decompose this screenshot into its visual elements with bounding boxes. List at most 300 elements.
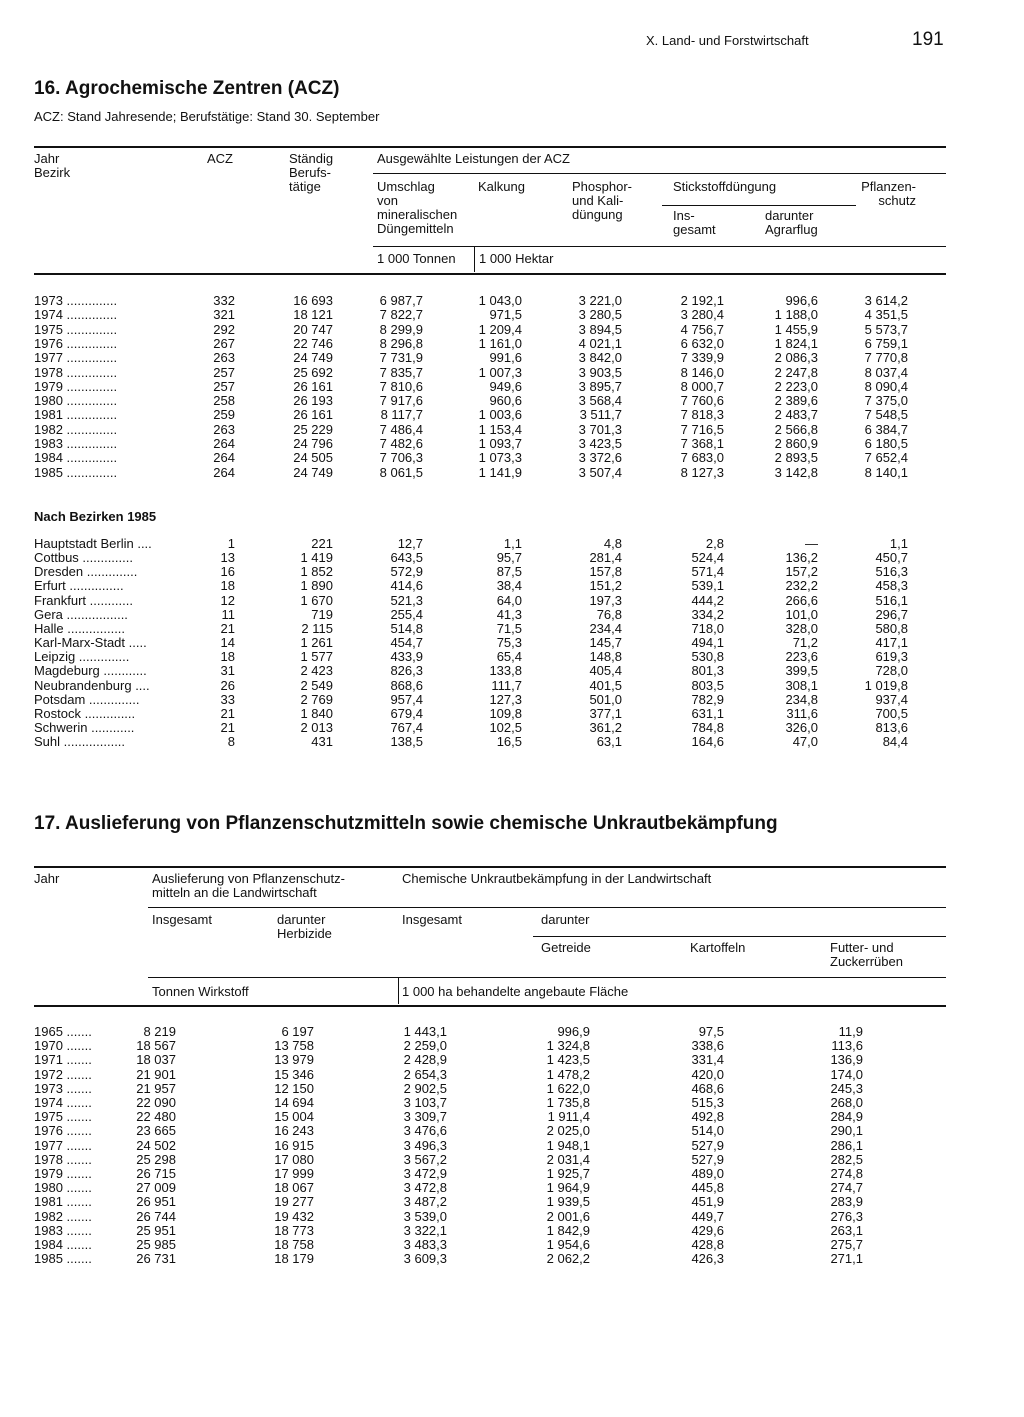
row-label: 1982 .............. [34,422,118,437]
cell-acz: 292 [213,321,235,337]
cell-agrarflug: 2 086,3 [774,350,818,366]
cell-pflanzenschutz: 4 351,5 [864,307,908,323]
cell-agrarflug: 311,6 [786,705,818,721]
cell-stickstoff: 803,5 [691,677,724,693]
t17-header-darunter: darunter [541,912,590,927]
cell-kalkung: 38,4 [496,578,522,594]
row-label: Dresden .............. [34,565,138,580]
cell-phosphor: 3 894,5 [578,321,622,337]
row-label: 1976 .............. [34,336,118,351]
cell-ins: 26 951 [136,1194,176,1210]
table-row [0,1025,1024,1039]
cell-kartoffeln: 420,0 [691,1066,724,1082]
cell-stickstoff: 7 760,6 [680,393,724,409]
cell-agrarflug: 2 483,7 [774,407,818,423]
cell-herb: 19 432 [274,1208,314,1224]
cell-acz: 14 [220,635,235,651]
row-label: 1973 .............. [34,294,118,308]
cell-umschlag: 572,9 [390,564,423,580]
cell-staendig: 1 852 [300,564,333,580]
row-label: 1982 ....... [34,1209,92,1224]
table-row [0,1167,1024,1181]
cell-kalkung: 1,1 [503,536,522,551]
cell-acz: 26 [220,677,235,693]
cell-chem: 3 322,1 [403,1222,447,1238]
row-label: Erfurt ............... [34,579,124,594]
cell-herb: 12 150 [274,1080,314,1096]
t17-header-herbizide: darunter Herbizide [277,912,332,941]
cell-phosphor: 145,7 [589,635,622,651]
t17-header-auslieferung: Auslieferung von Pflanzenschutz- mitteln an die Landwirtschaft [152,871,345,900]
row-label: 1979 ....... [34,1167,92,1181]
cell-agrarflug: 234,8 [785,691,818,707]
cell-pflanzenschutz: 296,7 [875,606,908,622]
t16-stickstoff-rule [662,205,856,206]
cell-futter: 274,8 [830,1166,863,1181]
table-row [0,579,1024,593]
t16-header-insgesamt: Ins- gesamt [673,208,716,237]
cell-staendig: 24 749 [293,464,333,480]
cell-pflanzenschutz: 1 019,8 [864,677,908,693]
cell-getreide: 2 031,4 [546,1151,590,1167]
cell-agrarflug: 308,1 [785,677,818,693]
row-label: Leipzig .............. [34,650,130,665]
cell-kalkung: 95,7 [496,550,522,566]
cell-phosphor: 148,8 [589,649,622,665]
table-row [0,1181,1024,1195]
cell-staendig: 1 890 [300,578,333,594]
cell-pflanzenschutz: 8 037,4 [864,364,908,380]
table16-top-rule [34,146,946,148]
cell-kalkung: 1 093,7 [478,436,522,451]
table-row [0,1139,1024,1153]
cell-chem: 3 567,2 [403,1151,447,1167]
cell-agrarflug: 1 824,1 [774,335,818,351]
cell-stickstoff: 8 127,3 [680,464,724,480]
cell-kalkung: 102,5 [489,719,522,735]
cell-kartoffeln: 331,4 [691,1052,724,1068]
cell-chem: 3 472,8 [403,1180,447,1196]
cell-kartoffeln: 97,5 [698,1024,724,1039]
cell-umschlag: 957,4 [390,691,423,707]
cell-ins: 21 957 [136,1080,176,1096]
page-number: 191 [912,29,944,50]
table-row [0,1252,1024,1266]
cell-phosphor: 3 842,0 [578,350,622,366]
cell-pflanzenschutz: 580,8 [875,620,908,636]
cell-phosphor: 3 372,6 [578,450,622,466]
cell-pflanzenschutz: 84,4 [882,734,908,750]
cell-herb: 15 346 [274,1066,314,1082]
row-label: 1980 .............. [34,394,118,409]
cell-stickstoff: 2 192,1 [680,293,724,308]
table-row [0,451,1024,465]
t17-header-chemische: Chemische Unkrautbekämpfung in der Landwirtschaft [402,871,712,886]
row-label: 1985 ....... [34,1252,92,1267]
cell-kartoffeln: 527,9 [691,1137,724,1153]
cell-kalkung: 71,5 [496,620,522,636]
cell-agrarflug: 2 389,6 [774,393,818,409]
cell-umschlag: 679,4 [390,705,423,721]
cell-phosphor: 63,1 [596,734,622,750]
cell-stickstoff: 4 756,7 [680,321,724,337]
t16-unit-tonnen: 1 000 Tonnen [377,251,456,266]
cell-acz: 21 [220,719,235,735]
cell-futter: 174,0 [830,1066,863,1082]
cell-umschlag: 6 987,7 [379,293,423,308]
cell-phosphor: 401,5 [589,677,622,693]
cell-futter: 11,9 [838,1024,863,1039]
cell-phosphor: 157,8 [589,564,622,580]
cell-stickstoff: 631,1 [691,705,724,721]
cell-stickstoff: 7 818,3 [680,407,724,423]
cell-phosphor: 151,2 [589,578,622,594]
cell-pflanzenschutz: 8 090,4 [864,378,908,394]
cell-staendig: 24 796 [293,436,333,451]
cell-phosphor: 281,4 [589,550,622,566]
cell-futter: 284,9 [830,1109,863,1125]
table-row [0,437,1024,451]
row-label: Gera ................. [34,607,128,622]
cell-agrarflug: 326,0 [785,719,818,735]
cell-chem: 3 472,9 [403,1166,447,1181]
cell-chem: 2 259,0 [403,1038,447,1054]
cell-acz: 263 [213,350,235,366]
cell-acz: 264 [213,450,235,466]
cell-kalkung: 75,3 [496,635,522,651]
table-row [0,551,1024,565]
row-label: 1976 ....... [34,1124,92,1139]
cell-kartoffeln: 451,9 [691,1194,724,1210]
cell-phosphor: 3 423,5 [578,436,622,451]
cell-staendig: 719 [311,606,333,622]
cell-acz: 258 [213,393,235,409]
table-row [0,664,1024,678]
cell-acz: 21 [220,705,235,721]
cell-chem: 3 487,2 [403,1194,447,1210]
cell-pflanzenschutz: 6 384,7 [864,421,908,437]
cell-pflanzenschutz: 458,3 [875,578,908,594]
cell-staendig: 2 769 [300,691,333,707]
cell-chem: 1 443,1 [403,1024,447,1039]
t16-header-jahr: Jahr [34,151,60,166]
row-label: Halle ................ [34,621,126,636]
cell-acz: 1 [227,536,235,551]
row-label: 1983 .............. [34,437,118,451]
cell-staendig: 2 013 [300,719,333,735]
cell-acz: 259 [213,407,235,423]
cell-umschlag: 7 482,6 [379,436,423,451]
cell-umschlag: 12,7 [397,536,423,551]
cell-getreide: 1 939,5 [546,1194,590,1210]
table-row [0,537,1024,551]
cell-acz: 267 [213,335,235,351]
table-row [0,650,1024,664]
table-row [0,423,1024,437]
row-label: 1981 .............. [34,408,118,423]
cell-agrarflug: 2 223,0 [774,378,818,394]
cell-getreide: 1 948,1 [546,1137,590,1153]
cell-stickstoff: 7 368,1 [680,436,724,451]
cell-ins: 22 090 [136,1095,176,1110]
table-row [0,380,1024,394]
row-label: 1971 ....... [34,1053,92,1068]
cell-futter: 136,9 [830,1052,863,1068]
cell-acz: 8 [227,734,235,750]
cell-acz: 13 [220,550,235,566]
cell-phosphor: 3 568,4 [578,393,622,409]
t17-unit-divider [398,977,399,1004]
cell-getreide: 996,9 [557,1024,590,1039]
cell-kartoffeln: 426,3 [691,1251,724,1267]
cell-staendig: 1 577 [300,649,333,665]
cell-kalkung: 1 073,3 [478,450,522,466]
cell-ins: 25 985 [136,1237,176,1252]
cell-phosphor: 4 021,1 [578,335,622,351]
cell-getreide: 1 478,2 [546,1066,590,1082]
cell-agrarflug: 996,6 [785,293,818,308]
cell-phosphor: 3 895,7 [578,378,622,394]
cell-chem: 3 609,3 [403,1251,447,1267]
cell-pflanzenschutz: 7 548,5 [864,407,908,423]
cell-staendig: 221 [311,536,333,551]
cell-phosphor: 3 903,5 [578,364,622,380]
cell-futter: 286,1 [830,1137,863,1153]
cell-acz: 257 [213,364,235,380]
table-row [0,323,1024,337]
cell-phosphor: 197,3 [589,592,622,608]
cell-phosphor: 234,4 [589,620,622,636]
cell-herb: 6 197 [281,1024,314,1039]
cell-ins: 25 951 [136,1222,176,1238]
cell-agrarflug: — [805,536,818,551]
cell-phosphor: 3 221,0 [578,293,622,308]
cell-umschlag: 138,5 [390,734,423,750]
cell-futter: 275,7 [830,1237,863,1252]
chapter-heading: X. Land- und Forstwirtschaft [646,33,809,48]
cell-stickstoff: 524,4 [691,550,724,566]
cell-acz: 21 [220,620,235,636]
table-row [0,1096,1024,1110]
row-label: 1970 ....... [34,1039,92,1054]
cell-kartoffeln: 514,0 [691,1123,724,1139]
t16-header-umschlag: Umschlag von mineralischen Düngemitteln [377,179,458,236]
cell-umschlag: 8 061,5 [379,464,423,480]
cell-kalkung: 1 153,4 [478,421,522,437]
cell-staendig: 2 115 [301,620,333,636]
cell-pflanzenschutz: 813,6 [875,719,908,735]
cell-umschlag: 433,9 [390,649,423,665]
cell-chem: 3 476,6 [403,1123,447,1139]
table-row [0,366,1024,380]
cell-stickstoff: 8 146,0 [680,364,724,380]
cell-chem: 2 428,9 [403,1052,447,1068]
cell-stickstoff: 784,8 [691,719,724,735]
t16-header-kalkung: Kalkung [478,179,525,194]
cell-getreide: 1 622,0 [546,1080,590,1096]
row-label: 1975 .............. [34,322,118,337]
cell-herb: 19 277 [274,1194,314,1210]
table17-top-rule [34,866,946,868]
cell-agrarflug: 2 566,8 [774,421,818,437]
t17-unit-tonnen: Tonnen Wirkstoff [152,984,249,999]
row-label: 1977 ....... [34,1138,92,1153]
cell-kalkung: 1 003,6 [478,407,522,423]
t16-unit-rule [373,246,946,247]
cell-umschlag: 7 822,7 [379,307,423,323]
cell-chem: 3 496,3 [403,1137,447,1153]
t17-header-futter: Futter- und Zuckerrüben [830,940,903,969]
cell-kalkung: 109,8 [489,705,522,721]
cell-herb: 13 758 [274,1038,314,1054]
cell-acz: 18 [220,578,235,594]
cell-herb: 17 999 [274,1166,314,1181]
cell-agrarflug: 47,0 [792,734,818,750]
cell-getreide: 1 735,8 [546,1095,590,1110]
cell-agrarflug: 101,0 [785,606,818,622]
row-label: 1984 .............. [34,451,118,466]
cell-kalkung: 65,4 [496,649,522,665]
cell-getreide: 1 954,6 [546,1237,590,1252]
cell-staendig: 24 505 [293,450,333,466]
cell-pflanzenschutz: 7 652,4 [864,450,908,466]
cell-agrarflug: 2 860,9 [774,436,818,451]
t16-header-bezirk: Bezirk [34,165,71,180]
table-row [0,693,1024,707]
cell-pflanzenschutz: 8 140,1 [864,464,908,480]
table-row [0,1068,1024,1082]
cell-kalkung: 991,6 [489,350,522,366]
cell-phosphor: 3 701,3 [578,421,622,437]
row-label: Schwerin ............ [34,720,135,735]
cell-kalkung: 127,3 [489,691,522,707]
cell-umschlag: 7 835,7 [379,364,423,380]
cell-kalkung: 111,7 [491,677,522,693]
table-row [0,1082,1024,1096]
cell-pflanzenschutz: 7 770,8 [864,350,908,366]
row-label: 1965 ....... [34,1025,92,1039]
cell-pflanzenschutz: 3 614,2 [864,293,908,308]
row-label: Suhl ................. [34,735,126,750]
cell-stickstoff: 571,4 [691,564,724,580]
cell-futter: 113,6 [831,1038,863,1054]
table-row [0,707,1024,721]
cell-stickstoff: 7 716,5 [680,421,724,437]
cell-staendig: 1 419 [300,550,333,566]
cell-stickstoff: 7 683,0 [680,450,724,466]
cell-acz: 31 [220,663,235,679]
cell-kartoffeln: 468,6 [691,1080,724,1096]
cell-umschlag: 8 299,9 [379,321,423,337]
cell-chem: 2 902,5 [403,1080,447,1096]
cell-kartoffeln: 527,9 [691,1151,724,1167]
cell-umschlag: 8 296,8 [379,335,423,351]
table-row [0,1039,1024,1053]
t16-header-leistungen: Ausgewählte Leistungen der ACZ [377,151,570,166]
table-row [0,594,1024,608]
cell-kartoffeln: 338,6 [691,1038,724,1054]
cell-agrarflug: 71,2 [792,635,818,651]
cell-umschlag: 7 731,9 [379,350,423,366]
row-label: 1984 ....... [34,1238,92,1252]
row-label: 1974 .............. [34,308,118,323]
row-label: Potsdam .............. [34,692,140,707]
cell-umschlag: 8 117,7 [380,407,423,423]
cell-pflanzenschutz: 728,0 [875,663,908,679]
cell-stickstoff: 164,6 [691,734,724,750]
row-label: 1972 ....... [34,1067,92,1082]
row-label: 1975 ....... [34,1110,92,1125]
table-row [0,394,1024,408]
cell-futter: 283,9 [830,1194,863,1210]
cell-umschlag: 826,3 [390,663,423,679]
cell-umschlag: 643,5 [390,550,423,566]
cell-umschlag: 514,8 [390,620,423,636]
cell-acz: 11 [221,606,235,622]
table16-subtitle: ACZ: Stand Jahresende; Berufstätige: Stand 30. September [34,109,380,124]
table16-title: 16. Agrochemische Zentren (ACZ) [34,78,340,99]
cell-acz: 264 [213,464,235,480]
cell-ins: 18 567 [136,1038,176,1054]
cell-staendig: 1 840 [300,705,333,721]
t17-header-insgesamt-b: Insgesamt [402,912,462,927]
cell-ins: 21 901 [136,1066,176,1082]
cell-staendig: 25 692 [293,364,333,380]
cell-getreide: 1 925,7 [546,1166,590,1181]
cell-kalkung: 949,6 [489,378,522,394]
cell-phosphor: 3 280,5 [578,307,622,323]
cell-stickstoff: 444,2 [691,592,724,608]
cell-kartoffeln: 515,3 [691,1095,724,1110]
table17-title: 17. Auslieferung von Pflanzenschutzmitteln sowie chemische Unkrautbekämpfung [34,813,778,834]
cell-staendig: 431 [311,734,333,750]
table-row [0,622,1024,636]
table-row [0,351,1024,365]
cell-ins: 24 502 [136,1137,176,1153]
table16-header-bottom-rule [34,273,946,275]
cell-staendig: 22 746 [293,335,333,351]
cell-staendig: 24 749 [293,350,333,366]
cell-futter: 274,7 [830,1180,863,1196]
cell-ins: 8 219 [143,1024,176,1039]
cell-herb: 15 004 [274,1109,314,1125]
t16-header-stickstoff: Stickstoffdüngung [673,179,777,194]
cell-futter: 290,1 [830,1123,863,1139]
cell-acz: 12 [220,592,235,608]
cell-getreide: 1 324,8 [546,1038,590,1054]
row-label: 1983 ....... [34,1223,92,1238]
cell-acz: 16 [220,564,235,580]
cell-agrarflug: 266,6 [785,592,818,608]
cell-stickstoff: 718,0 [691,620,724,636]
cell-kalkung: 16,5 [496,734,522,750]
cell-ins: 22 480 [136,1109,176,1125]
table-row [0,408,1024,422]
cell-stickstoff: 539,1 [691,578,724,594]
table-row [0,1238,1024,1252]
cell-ins: 26 715 [136,1166,176,1181]
table-row [0,721,1024,735]
cell-herb: 16 243 [274,1123,314,1139]
cell-kalkung: 960,6 [489,393,522,409]
cell-agrarflug: 1 188,0 [774,307,818,323]
cell-chem: 3 539,0 [403,1208,447,1224]
cell-phosphor: 405,4 [589,663,622,679]
table-row [0,1195,1024,1209]
cell-staendig: 1 261 [300,635,333,651]
cell-stickstoff: 8 000,7 [680,378,724,394]
cell-kartoffeln: 449,7 [691,1208,724,1224]
